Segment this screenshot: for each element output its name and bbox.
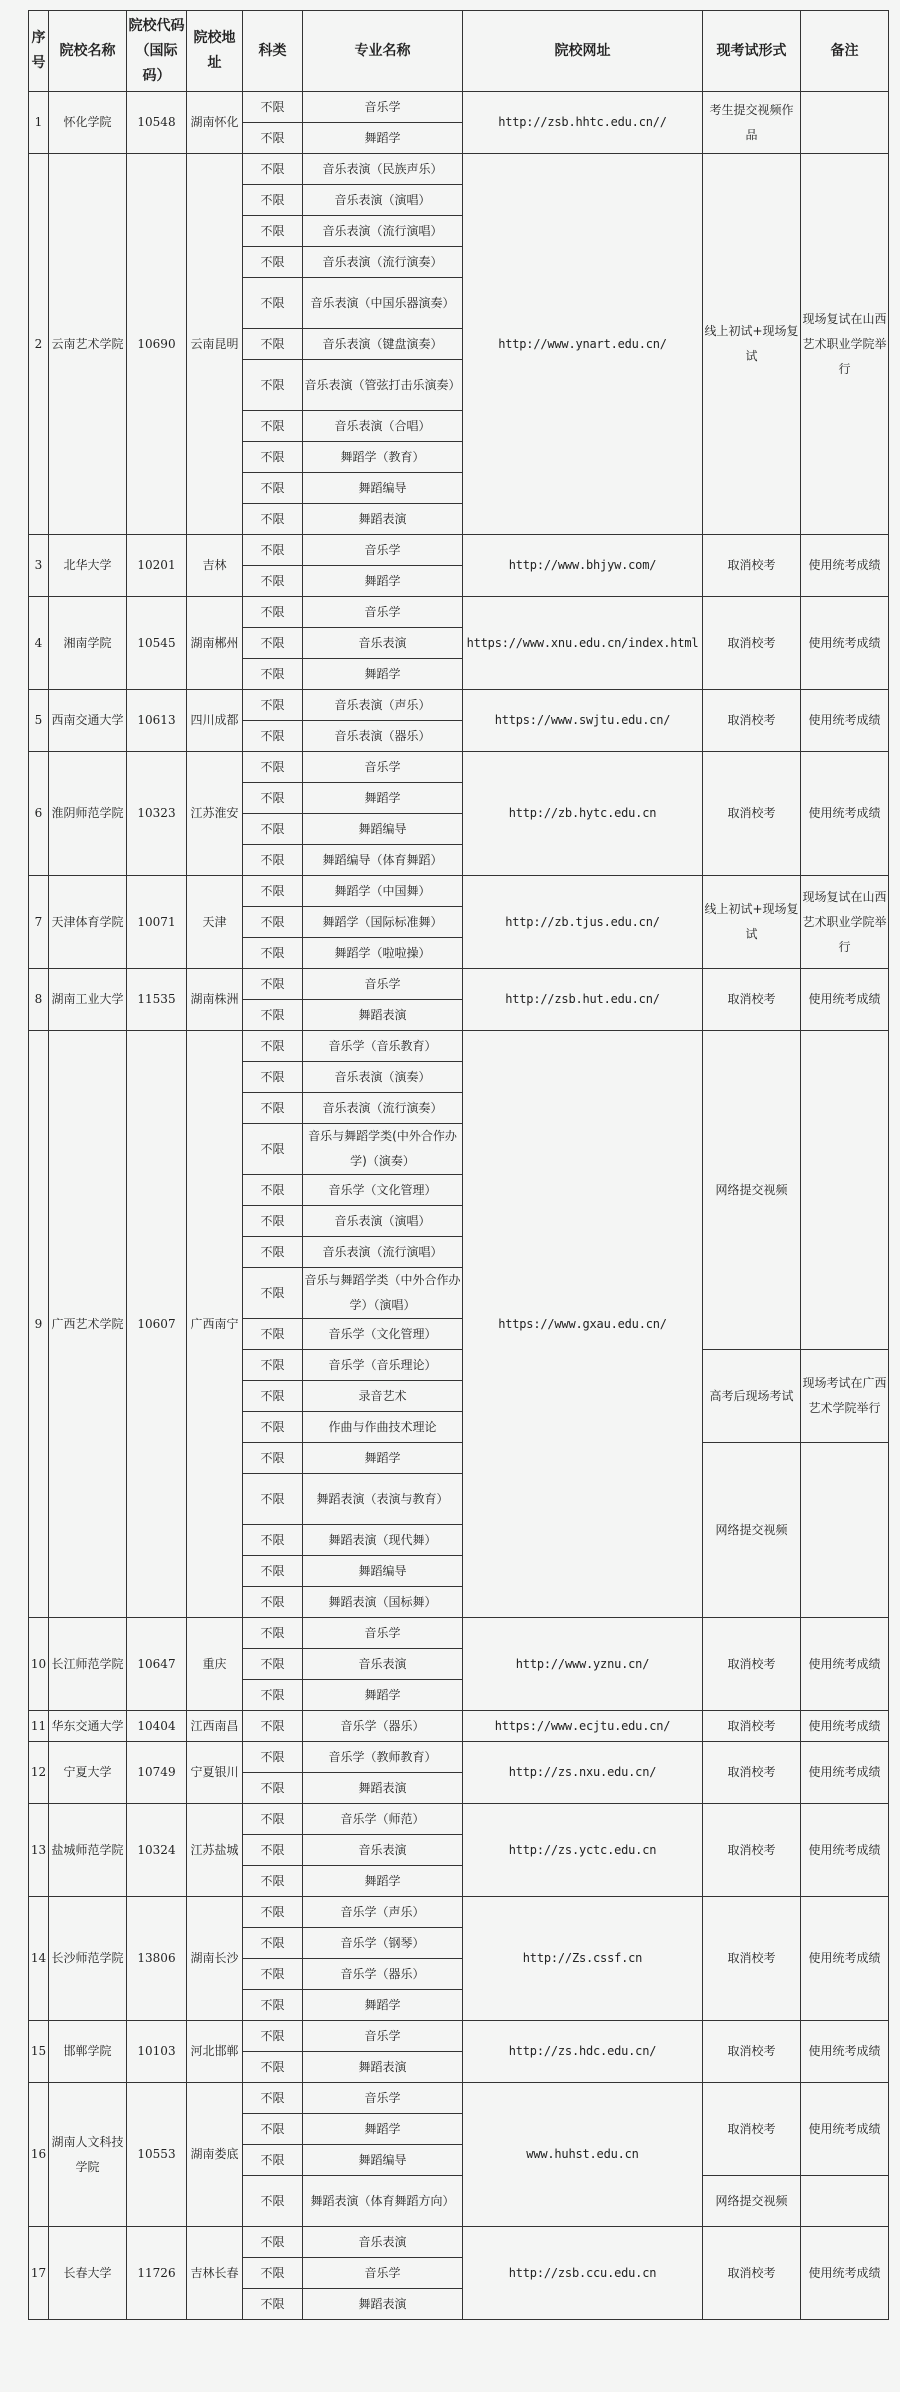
major-category: 不限 [243,1237,303,1268]
table-row [29,1897,889,1928]
school-seq: 3 [29,535,49,597]
major-name: 音乐学（声乐） [303,1897,463,1928]
exam-form: 取消校考 [703,2227,801,2320]
major-category: 不限 [243,1928,303,1959]
school-seq: 7 [29,876,49,969]
major-name: 音乐学 [303,92,463,123]
school-location: 天津 [187,876,243,969]
major-name: 舞蹈学（国际标准舞） [303,907,463,938]
table-header [29,11,889,92]
major-category: 不限 [243,1959,303,1990]
exam-note: 使用统考成绩 [801,535,889,597]
exam-note: 使用统考成绩 [801,2083,889,2176]
major-name: 音乐表演（流行演唱） [303,1237,463,1268]
major-category: 不限 [243,123,303,154]
major-category: 不限 [243,1381,303,1412]
major-name: 音乐学 [303,2258,463,2289]
exam-note: 现场复试在山西艺术职业学院举行 [801,154,889,535]
exam-form: 线上初试+现场复试 [703,154,801,535]
major-category: 不限 [243,535,303,566]
major-category: 不限 [243,690,303,721]
header-school-name: 院校名称 [49,11,127,92]
major-name: 音乐表演（中国乐器演奏） [303,278,463,329]
school-location: 江苏淮安 [187,752,243,876]
school-name: 华东交通大学 [49,1711,127,1742]
school-url-link[interactable]: http://zb.tjus.edu.cn/ [463,876,703,969]
major-name: 音乐学 [303,969,463,1000]
major-category: 不限 [243,1742,303,1773]
exam-form: 线上初试+现场复试 [703,876,801,969]
school-code: 10201 [127,535,187,597]
major-category: 不限 [243,154,303,185]
header-school-code: 院校代码（国际码） [127,11,187,92]
school-name: 湖南人文科技学院 [49,2083,127,2227]
school-url-link[interactable]: http://zs.nxu.edu.cn/ [463,1742,703,1804]
table-row [29,92,889,123]
major-category: 不限 [243,216,303,247]
major-name: 舞蹈编导 [303,2145,463,2176]
major-category: 不限 [243,597,303,628]
exam-note: 使用统考成绩 [801,752,889,876]
major-category: 不限 [243,1525,303,1556]
major-name: 舞蹈表演 [303,2289,463,2320]
major-name: 音乐学（音乐理论） [303,1350,463,1381]
major-category: 不限 [243,1618,303,1649]
major-name: 舞蹈表演 [303,1773,463,1804]
major-name: 舞蹈编导 [303,814,463,845]
major-category: 不限 [243,1897,303,1928]
school-location: 湖南娄底 [187,2083,243,2227]
school-code: 10324 [127,1804,187,1897]
table-row [29,597,889,628]
major-category: 不限 [243,1990,303,2021]
major-name: 音乐学（教师教育） [303,1742,463,1773]
major-name: 舞蹈表演 [303,504,463,535]
school-location: 湖南怀化 [187,92,243,154]
major-name: 音乐表演 [303,2227,463,2258]
school-seq: 17 [29,2227,49,2320]
major-category: 不限 [243,1206,303,1237]
school-code: 10323 [127,752,187,876]
header-note: 备注 [801,11,889,92]
school-seq: 11 [29,1711,49,1742]
major-name: 舞蹈编导 [303,1556,463,1587]
school-url-link[interactable]: http://Zs.cssf.cn [463,1897,703,2021]
school-name: 淮阴师范学院 [49,752,127,876]
school-code: 10607 [127,1031,187,1618]
school-seq: 6 [29,752,49,876]
major-category: 不限 [243,2145,303,2176]
exam-form: 取消校考 [703,2083,801,2176]
school-location: 吉林长春 [187,2227,243,2320]
school-name: 长江师范学院 [49,1618,127,1711]
exam-form: 取消校考 [703,1711,801,1742]
exam-note [801,92,889,154]
school-seq: 4 [29,597,49,690]
major-category: 不限 [243,1175,303,1206]
table-row [29,535,889,566]
exam-note: 使用统考成绩 [801,1618,889,1711]
school-seq: 14 [29,1897,49,2021]
school-code: 10647 [127,1618,187,1711]
major-category: 不限 [243,2227,303,2258]
school-code: 11726 [127,2227,187,2320]
exam-form: 网络提交视频 [703,1031,801,1350]
major-name: 舞蹈学 [303,1443,463,1474]
school-url-link[interactable]: www.huhst.edu.cn [463,2083,703,2227]
school-seq: 15 [29,2021,49,2083]
major-category: 不限 [243,329,303,360]
school-code: 11535 [127,969,187,1031]
school-location: 江西南昌 [187,1711,243,1742]
major-name: 音乐学 [303,752,463,783]
school-url-link[interactable]: https://www.ecjtu.edu.cn/ [463,1711,703,1742]
school-seq: 5 [29,690,49,752]
major-name: 音乐学（音乐教育） [303,1031,463,1062]
major-name: 音乐学 [303,2083,463,2114]
exam-note: 使用统考成绩 [801,2227,889,2320]
school-url-link[interactable]: http://zsb.hhtc.edu.cn// [463,92,703,154]
major-name: 音乐表演（声乐） [303,690,463,721]
school-location: 湖南郴州 [187,597,243,690]
exam-note [801,1031,889,1350]
major-category: 不限 [243,907,303,938]
school-code: 10553 [127,2083,187,2227]
school-location: 江苏盐城 [187,1804,243,1897]
table-row [29,1711,889,1742]
major-name: 舞蹈表演（体育舞蹈方向） [303,2176,463,2227]
major-name: 录音艺术 [303,1381,463,1412]
major-name: 舞蹈学 [303,1990,463,2021]
school-url-link[interactable]: http://zs.yctc.edu.cn [463,1804,703,1897]
major-name: 音乐表演（演唱） [303,1206,463,1237]
exam-form: 取消校考 [703,1618,801,1711]
exam-form: 取消校考 [703,1897,801,2021]
major-category: 不限 [243,92,303,123]
school-url-link[interactable]: http://zsb.ccu.edu.cn [463,2227,703,2320]
table-row [29,1618,889,1649]
school-name: 云南艺术学院 [49,154,127,535]
exam-form: 取消校考 [703,2021,801,2083]
major-category: 不限 [243,1268,303,1319]
major-category: 不限 [243,1412,303,1443]
major-category: 不限 [243,247,303,278]
major-name: 舞蹈表演（表演与教育） [303,1474,463,1525]
exam-form: 取消校考 [703,1742,801,1804]
header-school-location: 院校地址 [187,11,243,92]
major-name: 舞蹈学 [303,783,463,814]
table-body [29,92,889,2320]
school-name: 盐城师范学院 [49,1804,127,1897]
major-name: 舞蹈表演（国标舞） [303,1587,463,1618]
school-seq: 16 [29,2083,49,2227]
major-name: 音乐与舞蹈学类（中外合作办学）（演唱） [303,1268,463,1319]
major-category: 不限 [243,845,303,876]
school-location: 四川成都 [187,690,243,752]
major-category: 不限 [243,1093,303,1124]
table-row [29,1031,889,1062]
major-name: 音乐学（师范） [303,1804,463,1835]
major-name: 音乐表演（流行演奏） [303,1093,463,1124]
exam-note: 使用统考成绩 [801,597,889,690]
major-name: 舞蹈编导 [303,473,463,504]
major-category: 不限 [243,1835,303,1866]
school-location: 湖南株洲 [187,969,243,1031]
major-category: 不限 [243,1474,303,1525]
school-code: 10071 [127,876,187,969]
school-seq: 13 [29,1804,49,1897]
major-name: 音乐表演（流行演唱） [303,216,463,247]
table-row [29,2083,889,2114]
major-category: 不限 [243,1443,303,1474]
major-category: 不限 [243,2176,303,2227]
major-category: 不限 [243,2289,303,2320]
major-category: 不限 [243,566,303,597]
school-url-link[interactable]: https://www.gxau.edu.cn/ [463,1031,703,1618]
major-category: 不限 [243,2114,303,2145]
exam-form: 取消校考 [703,752,801,876]
major-category: 不限 [243,1866,303,1897]
exam-form: 取消校考 [703,969,801,1031]
school-url-link[interactable]: http://www.ynart.edu.cn/ [463,154,703,535]
major-category: 不限 [243,1124,303,1175]
major-category: 不限 [243,752,303,783]
exam-note: 使用统考成绩 [801,2021,889,2083]
major-name: 舞蹈学 [303,566,463,597]
major-category: 不限 [243,2021,303,2052]
major-name: 音乐表演（流行演奏） [303,247,463,278]
school-code: 10548 [127,92,187,154]
major-name: 音乐表演（演唱） [303,185,463,216]
major-category: 不限 [243,2258,303,2289]
table-row [29,690,889,721]
major-category: 不限 [243,1680,303,1711]
exam-note: 使用统考成绩 [801,690,889,752]
exam-form: 考生提交视频作品 [703,92,801,154]
major-name: 音乐学 [303,535,463,566]
header-exam-form: 现考试形式 [703,11,801,92]
major-name: 舞蹈学（中国舞） [303,876,463,907]
admissions-table [28,10,889,2320]
header-row [29,11,889,92]
exam-form: 取消校考 [703,1804,801,1897]
major-name: 舞蹈学 [303,1866,463,1897]
major-name: 舞蹈学（啦啦操） [303,938,463,969]
school-code: 10103 [127,2021,187,2083]
major-category: 不限 [243,442,303,473]
exam-note: 使用统考成绩 [801,1897,889,2021]
school-name: 北华大学 [49,535,127,597]
school-name: 西南交通大学 [49,690,127,752]
school-seq: 1 [29,92,49,154]
school-url-link[interactable]: https://www.swjtu.edu.cn/ [463,690,703,752]
major-category: 不限 [243,1773,303,1804]
exam-note: 现场复试在山西艺术职业学院举行 [801,876,889,969]
school-location: 河北邯郸 [187,2021,243,2083]
major-category: 不限 [243,1587,303,1618]
exam-note [801,2176,889,2227]
school-location: 宁夏银川 [187,1742,243,1804]
school-location: 广西南宁 [187,1031,243,1618]
school-name: 广西艺术学院 [49,1031,127,1618]
major-name: 舞蹈表演 [303,2052,463,2083]
major-category: 不限 [243,783,303,814]
school-name: 天津体育学院 [49,876,127,969]
table-row [29,154,889,185]
major-name: 音乐表演（演奏） [303,1062,463,1093]
school-url-link[interactable]: https://www.xnu.edu.cn/index.html [463,597,703,690]
major-category: 不限 [243,1711,303,1742]
major-category: 不限 [243,814,303,845]
major-category: 不限 [243,1649,303,1680]
major-category: 不限 [243,659,303,690]
table-row [29,1804,889,1835]
school-code: 13806 [127,1897,187,2021]
school-url-link[interactable]: http://zsb.hut.edu.cn/ [463,969,703,1031]
major-category: 不限 [243,360,303,411]
exam-form: 取消校考 [703,690,801,752]
exam-form: 取消校考 [703,597,801,690]
major-category: 不限 [243,628,303,659]
major-name: 舞蹈表演（现代舞） [303,1525,463,1556]
major-name: 音乐表演 [303,1649,463,1680]
school-url-link[interactable]: http://www.bhjyw.com/ [463,535,703,597]
school-code: 10749 [127,1742,187,1804]
table-row [29,2021,889,2052]
major-category: 不限 [243,1804,303,1835]
header-seq: 序号 [29,11,49,92]
school-name: 湘南学院 [49,597,127,690]
school-name: 长春大学 [49,2227,127,2320]
exam-note [801,1443,889,1618]
school-code: 10690 [127,154,187,535]
table-row [29,876,889,907]
major-category: 不限 [243,2083,303,2114]
header-url: 院校网址 [463,11,703,92]
exam-note: 使用统考成绩 [801,1804,889,1897]
exam-note: 使用统考成绩 [801,1742,889,1804]
major-category: 不限 [243,1062,303,1093]
major-category: 不限 [243,1000,303,1031]
major-name: 音乐表演 [303,628,463,659]
school-name: 湖南工业大学 [49,969,127,1031]
school-url-link[interactable]: http://zs.hdc.edu.cn/ [463,2021,703,2083]
major-name: 音乐学（器乐） [303,1959,463,1990]
major-name: 音乐表演（合唱） [303,411,463,442]
school-seq: 9 [29,1031,49,1618]
exam-form: 高考后现场考试 [703,1350,801,1443]
major-category: 不限 [243,1031,303,1062]
major-name: 音乐学（文化管理） [303,1319,463,1350]
school-name: 宁夏大学 [49,1742,127,1804]
major-name: 音乐表演（民族声乐） [303,154,463,185]
major-name: 舞蹈表演 [303,1000,463,1031]
school-url-link[interactable]: http://zb.hytc.edu.cn [463,752,703,876]
school-code: 10545 [127,597,187,690]
table-row [29,2227,889,2258]
school-code: 10404 [127,1711,187,1742]
header-category: 科类 [243,11,303,92]
major-category: 不限 [243,473,303,504]
major-category: 不限 [243,411,303,442]
header-major: 专业名称 [303,11,463,92]
major-name: 舞蹈学（教育） [303,442,463,473]
major-name: 舞蹈编导（体育舞蹈） [303,845,463,876]
school-location: 云南昆明 [187,154,243,535]
major-name: 音乐学 [303,2021,463,2052]
school-url-link[interactable]: http://www.yznu.cn/ [463,1618,703,1711]
table-row [29,969,889,1000]
major-category: 不限 [243,1556,303,1587]
school-location: 重庆 [187,1618,243,1711]
table-row [29,752,889,783]
major-name: 音乐表演（键盘演奏） [303,329,463,360]
school-seq: 12 [29,1742,49,1804]
exam-form: 网络提交视频 [703,1443,801,1618]
major-name: 音乐表演 [303,1835,463,1866]
school-name: 长沙师范学院 [49,1897,127,2021]
major-name: 舞蹈学 [303,659,463,690]
major-category: 不限 [243,1350,303,1381]
major-name: 音乐学 [303,1618,463,1649]
major-category: 不限 [243,938,303,969]
exam-form: 取消校考 [703,535,801,597]
major-category: 不限 [243,876,303,907]
major-category: 不限 [243,504,303,535]
exam-note: 使用统考成绩 [801,1711,889,1742]
major-name: 作曲与作曲技术理论 [303,1412,463,1443]
school-seq: 8 [29,969,49,1031]
major-category: 不限 [243,1319,303,1350]
exam-form: 网络提交视频 [703,2176,801,2227]
exam-note: 现场考试在广西艺术学院举行 [801,1350,889,1443]
school-seq: 2 [29,154,49,535]
school-name: 邯郸学院 [49,2021,127,2083]
exam-note: 使用统考成绩 [801,969,889,1031]
major-name: 音乐与舞蹈学类(中外合作办学)（演奏） [303,1124,463,1175]
school-location: 吉林 [187,535,243,597]
school-seq: 10 [29,1618,49,1711]
major-name: 音乐学（文化管理） [303,1175,463,1206]
major-name: 音乐学（器乐） [303,1711,463,1742]
major-name: 舞蹈学 [303,123,463,154]
major-name: 舞蹈学 [303,2114,463,2145]
major-name: 音乐表演（器乐） [303,721,463,752]
major-category: 不限 [243,185,303,216]
major-name: 舞蹈学 [303,1680,463,1711]
school-name: 怀化学院 [49,92,127,154]
major-category: 不限 [243,721,303,752]
major-name: 音乐学 [303,597,463,628]
major-category: 不限 [243,969,303,1000]
major-category: 不限 [243,2052,303,2083]
school-code: 10613 [127,690,187,752]
major-category: 不限 [243,278,303,329]
major-name: 音乐学（钢琴） [303,1928,463,1959]
school-location: 湖南长沙 [187,1897,243,2021]
table-row [29,1742,889,1773]
major-name: 音乐表演（管弦打击乐演奏） [303,360,463,411]
